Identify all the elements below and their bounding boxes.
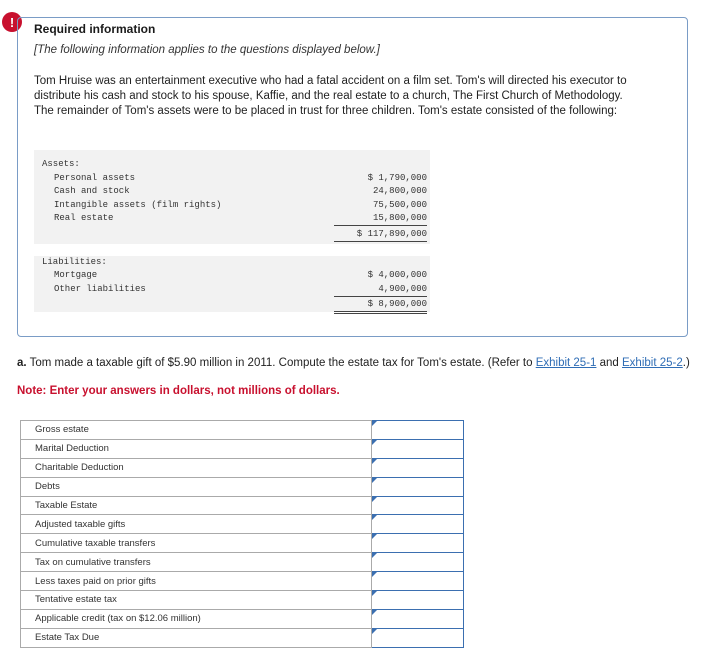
- question-prefix: a.: [17, 357, 27, 369]
- question-suffix: .): [682, 357, 690, 369]
- answer-row-label: Tax on cumulative transfers: [21, 553, 372, 572]
- answer-input[interactable]: [372, 591, 463, 609]
- info-title: Required information: [34, 22, 156, 36]
- liabilities-heading: Liabilities:: [42, 256, 107, 267]
- asset-value: 15,800,000: [372, 213, 427, 223]
- answer-note: Note: Enter your answers in dollars, not millions of dollars.: [17, 385, 340, 397]
- asset-value: 24,800,000: [372, 186, 427, 196]
- answer-cell: [372, 609, 464, 628]
- answer-row: [21, 439, 464, 458]
- answer-row-label: Debts: [21, 477, 372, 496]
- answer-input[interactable]: [372, 610, 463, 628]
- info-subtitle: [The following information applies to the questions displayed below.]: [34, 44, 380, 56]
- asset-label: Personal assets: [54, 172, 136, 183]
- liability-label: Mortgage: [54, 270, 98, 280]
- liability-value: $ 4,000,000: [367, 270, 427, 280]
- exhibit-25-2-link[interactable]: Exhibit 25-2: [622, 357, 683, 369]
- answer-row: [21, 609, 464, 628]
- answer-cell: [372, 496, 464, 515]
- total-rule: [334, 241, 427, 242]
- asset-label: Intangible assets (film rights): [54, 199, 222, 210]
- assets-heading: Assets:: [42, 159, 80, 169]
- answer-row-label: Marital Deduction: [21, 439, 372, 458]
- total-rule: [334, 311, 427, 312]
- answer-cell: [372, 458, 464, 477]
- alert-icon: !: [2, 12, 22, 32]
- answer-cell: [372, 628, 464, 647]
- answer-row-label: Estate Tax Due: [21, 628, 372, 647]
- answer-input[interactable]: [372, 497, 463, 515]
- answer-cell: [372, 591, 464, 610]
- answer-row-label: Cumulative taxable transfers: [21, 534, 372, 553]
- question-text: [17, 356, 707, 371]
- answer-row-label: Charitable Deduction: [21, 458, 372, 477]
- answer-input[interactable]: [372, 572, 463, 590]
- answer-row: [21, 591, 464, 610]
- question-connector: and: [596, 357, 623, 369]
- answer-input[interactable]: [372, 534, 463, 552]
- answer-row-label: Less taxes paid on prior gifts: [21, 572, 372, 591]
- answer-row: [21, 458, 464, 477]
- answer-input[interactable]: [372, 629, 463, 647]
- answer-input[interactable]: [372, 440, 463, 458]
- answer-row-label: Gross estate: [21, 421, 372, 440]
- answer-row: [21, 628, 464, 647]
- answer-row: [21, 515, 464, 534]
- asset-label: Cash and stock: [54, 186, 130, 196]
- answer-cell: [372, 534, 464, 553]
- answer-input[interactable]: [372, 478, 463, 496]
- exhibit-25-1-link[interactable]: Exhibit 25-1: [535, 357, 597, 369]
- answer-cell: [372, 477, 464, 496]
- answer-input[interactable]: [372, 553, 463, 571]
- answer-input[interactable]: [372, 421, 463, 439]
- answer-row-label: Tentative estate tax: [21, 591, 372, 610]
- answer-row-label: Adjusted taxable gifts: [21, 515, 372, 534]
- answer-input[interactable]: [372, 515, 463, 533]
- estate-table: [34, 150, 430, 312]
- answer-cell: [372, 439, 464, 458]
- info-paragraph: Tom Hruise was an entertainment executive who had a fatal accident on a film set. Tom's will directed his executor to distribute his cash and stock to his spouse, Kaffie, and the real estate to a church, The First Church of Methodology. The remainder of Tom's assets were to be placed in trust for three children. Tom's estate consisted of the following:: [34, 75, 627, 117]
- answer-row: [21, 421, 464, 440]
- answer-row-label: Applicable credit (tax on $12.06 million): [21, 609, 372, 628]
- answer-row: [21, 553, 464, 572]
- answer-cell: [372, 421, 464, 440]
- answer-row: [21, 534, 464, 553]
- answer-row: [21, 572, 464, 591]
- answer-row: [21, 477, 464, 496]
- liabilities-total: $ 8,900,000: [367, 299, 427, 309]
- answer-row-label: Taxable Estate: [21, 496, 372, 515]
- asset-label: Real estate: [54, 213, 114, 223]
- liability-label: Other liabilities: [54, 283, 146, 294]
- assets-total: $ 117,890,000: [356, 228, 427, 239]
- liability-value: 4,900,000: [378, 283, 427, 294]
- total-double-rule: [334, 313, 427, 314]
- question-body: Tom made a taxable gift of $5.90 million in 2011. Compute the estate tax for Tom's estate. (Refer to: [26, 357, 536, 369]
- answer-cell: [372, 572, 464, 591]
- estate-tax-answer-table: [20, 420, 464, 648]
- asset-value: $ 1,790,000: [367, 172, 427, 183]
- asset-value: 75,500,000: [372, 199, 427, 210]
- answer-cell: [372, 515, 464, 534]
- answer-cell: [372, 553, 464, 572]
- answer-row: [21, 496, 464, 515]
- answer-input[interactable]: [372, 459, 463, 477]
